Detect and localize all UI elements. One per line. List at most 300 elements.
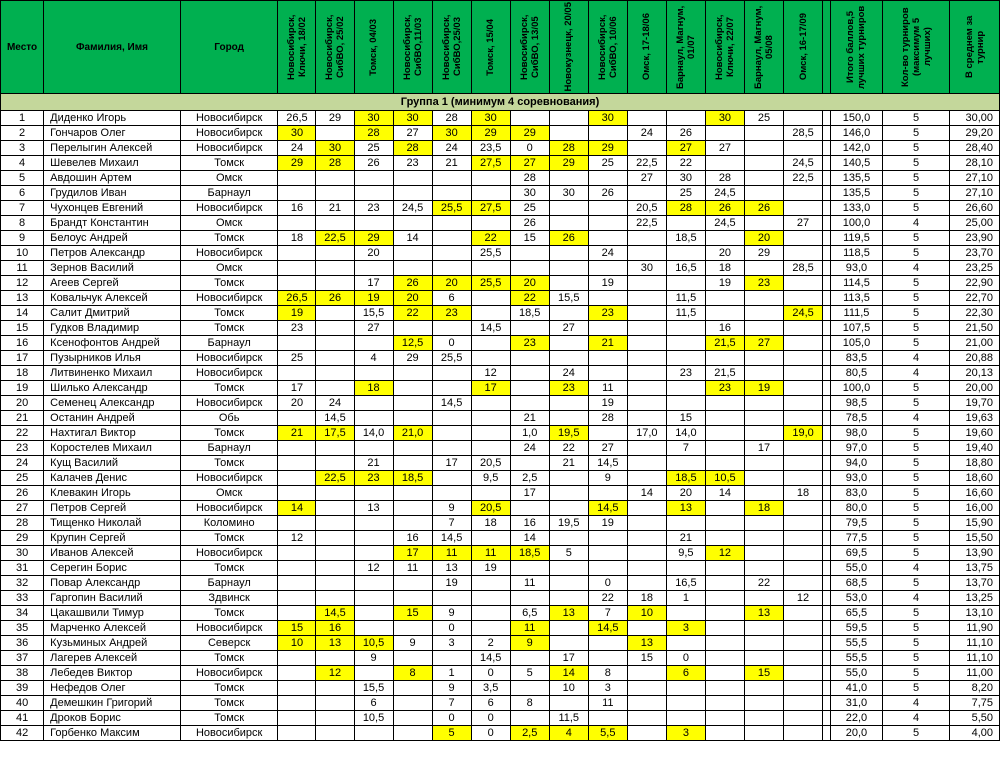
place-cell[interactable]: 16 bbox=[1, 336, 44, 351]
score-cell[interactable]: 24 bbox=[278, 141, 316, 156]
score-cell[interactable] bbox=[393, 486, 432, 501]
player-name-cell[interactable]: Шилько Александр bbox=[44, 381, 181, 396]
city-cell[interactable]: Здвинск bbox=[180, 591, 278, 606]
score-cell[interactable] bbox=[393, 186, 432, 201]
score-cell[interactable] bbox=[627, 666, 666, 681]
score-cell[interactable]: 28 bbox=[549, 141, 588, 156]
score-cell[interactable]: 27,5 bbox=[471, 156, 510, 171]
count-cell[interactable]: 5 bbox=[882, 306, 950, 321]
score-cell[interactable]: 14 bbox=[393, 231, 432, 246]
player-name-cell[interactable]: Белоус Андрей bbox=[44, 231, 181, 246]
score-cell[interactable] bbox=[510, 711, 549, 726]
score-cell[interactable]: 22 bbox=[471, 231, 510, 246]
score-cell[interactable] bbox=[432, 216, 471, 231]
score-cell[interactable]: 2 bbox=[471, 636, 510, 651]
score-cell[interactable]: 27 bbox=[666, 141, 705, 156]
score-cell[interactable] bbox=[510, 456, 549, 471]
score-cell[interactable]: 30 bbox=[278, 126, 316, 141]
score-cell[interactable]: 28,5 bbox=[784, 261, 823, 276]
average-cell[interactable]: 21,50 bbox=[950, 321, 1000, 336]
score-cell[interactable]: 18 bbox=[744, 501, 783, 516]
score-cell[interactable]: 10,5 bbox=[354, 636, 393, 651]
score-cell[interactable] bbox=[316, 306, 354, 321]
score-cell[interactable]: 28 bbox=[354, 126, 393, 141]
score-cell[interactable] bbox=[744, 486, 783, 501]
score-cell[interactable]: 1,0 bbox=[510, 426, 549, 441]
score-cell[interactable] bbox=[354, 531, 393, 546]
count-cell[interactable]: 5 bbox=[882, 126, 950, 141]
score-cell[interactable] bbox=[432, 186, 471, 201]
score-cell[interactable] bbox=[627, 141, 666, 156]
city-cell[interactable]: Барнаул bbox=[180, 576, 278, 591]
player-name-cell[interactable]: Петров Александр bbox=[44, 246, 181, 261]
header-tournament-3[interactable]: Томск, 04/03 bbox=[354, 1, 393, 94]
header-count[interactable]: Кол-во турниров (максимум 5 лучших) bbox=[882, 1, 950, 94]
score-cell[interactable] bbox=[354, 546, 393, 561]
score-cell[interactable] bbox=[744, 516, 783, 531]
score-cell[interactable]: 22,5 bbox=[316, 471, 354, 486]
score-cell[interactable] bbox=[316, 726, 354, 741]
score-cell[interactable] bbox=[393, 366, 432, 381]
score-cell[interactable] bbox=[705, 651, 744, 666]
score-cell[interactable] bbox=[784, 231, 823, 246]
count-cell[interactable]: 4 bbox=[882, 261, 950, 276]
score-cell[interactable] bbox=[784, 621, 823, 636]
score-cell[interactable] bbox=[354, 396, 393, 411]
score-cell[interactable]: 14,5 bbox=[471, 651, 510, 666]
count-cell[interactable]: 5 bbox=[882, 396, 950, 411]
score-cell[interactable] bbox=[393, 651, 432, 666]
city-cell[interactable]: Новосибирск bbox=[180, 621, 278, 636]
player-name-cell[interactable]: Кузьминых Андрей bbox=[44, 636, 181, 651]
place-cell[interactable]: 9 bbox=[1, 231, 44, 246]
score-cell[interactable] bbox=[471, 411, 510, 426]
score-cell[interactable] bbox=[549, 126, 588, 141]
score-cell[interactable]: 25 bbox=[354, 141, 393, 156]
total-cell[interactable]: 83,0 bbox=[831, 486, 882, 501]
score-cell[interactable] bbox=[666, 351, 705, 366]
place-cell[interactable]: 35 bbox=[1, 621, 44, 636]
score-cell[interactable]: 11,5 bbox=[549, 711, 588, 726]
place-cell[interactable]: 25 bbox=[1, 471, 44, 486]
score-cell[interactable] bbox=[744, 711, 783, 726]
score-cell[interactable] bbox=[393, 321, 432, 336]
total-cell[interactable]: 107,5 bbox=[831, 321, 882, 336]
score-cell[interactable] bbox=[588, 366, 627, 381]
average-cell[interactable]: 13,90 bbox=[950, 546, 1000, 561]
score-cell[interactable] bbox=[784, 396, 823, 411]
score-cell[interactable]: 25 bbox=[744, 111, 783, 126]
score-cell[interactable]: 23 bbox=[510, 336, 549, 351]
score-cell[interactable]: 0 bbox=[432, 336, 471, 351]
city-cell[interactable]: Томск bbox=[180, 561, 278, 576]
score-cell[interactable] bbox=[393, 411, 432, 426]
score-cell[interactable]: 10,5 bbox=[705, 471, 744, 486]
place-cell[interactable]: 1 bbox=[1, 111, 44, 126]
average-cell[interactable]: 27,10 bbox=[950, 171, 1000, 186]
score-cell[interactable] bbox=[784, 501, 823, 516]
score-cell[interactable] bbox=[784, 651, 823, 666]
score-cell[interactable]: 0 bbox=[471, 726, 510, 741]
count-cell[interactable]: 4 bbox=[882, 711, 950, 726]
score-cell[interactable] bbox=[784, 246, 823, 261]
score-cell[interactable] bbox=[744, 651, 783, 666]
score-cell[interactable] bbox=[278, 411, 316, 426]
score-cell[interactable] bbox=[784, 336, 823, 351]
score-cell[interactable] bbox=[471, 291, 510, 306]
score-cell[interactable] bbox=[705, 621, 744, 636]
score-cell[interactable] bbox=[549, 576, 588, 591]
score-cell[interactable] bbox=[393, 681, 432, 696]
player-name-cell[interactable]: Гончаров Олег bbox=[44, 126, 181, 141]
score-cell[interactable] bbox=[471, 441, 510, 456]
score-cell[interactable]: 3 bbox=[432, 636, 471, 651]
score-cell[interactable] bbox=[705, 591, 744, 606]
score-cell[interactable] bbox=[316, 696, 354, 711]
city-cell[interactable]: Новосибирск bbox=[180, 141, 278, 156]
score-cell[interactable] bbox=[432, 381, 471, 396]
score-cell[interactable] bbox=[393, 516, 432, 531]
city-cell[interactable]: Новосибирск bbox=[180, 546, 278, 561]
score-cell[interactable]: 27 bbox=[588, 441, 627, 456]
score-cell[interactable]: 11 bbox=[432, 546, 471, 561]
score-cell[interactable] bbox=[432, 411, 471, 426]
score-cell[interactable]: 26 bbox=[510, 216, 549, 231]
score-cell[interactable]: 24,5 bbox=[393, 201, 432, 216]
total-cell[interactable]: 119,5 bbox=[831, 231, 882, 246]
average-cell[interactable]: 25,00 bbox=[950, 216, 1000, 231]
score-cell[interactable]: 26 bbox=[354, 156, 393, 171]
score-cell[interactable] bbox=[510, 591, 549, 606]
score-cell[interactable]: 9 bbox=[510, 636, 549, 651]
place-cell[interactable]: 42 bbox=[1, 726, 44, 741]
score-cell[interactable]: 3 bbox=[588, 681, 627, 696]
score-cell[interactable]: 1 bbox=[432, 666, 471, 681]
total-cell[interactable]: 80,0 bbox=[831, 501, 882, 516]
score-cell[interactable]: 15,5 bbox=[354, 306, 393, 321]
score-cell[interactable] bbox=[278, 726, 316, 741]
score-cell[interactable]: 29 bbox=[393, 351, 432, 366]
score-cell[interactable]: 22 bbox=[666, 156, 705, 171]
score-cell[interactable] bbox=[549, 471, 588, 486]
count-cell[interactable]: 5 bbox=[882, 531, 950, 546]
score-cell[interactable] bbox=[278, 261, 316, 276]
place-cell[interactable]: 11 bbox=[1, 261, 44, 276]
total-cell[interactable]: 22,0 bbox=[831, 711, 882, 726]
count-cell[interactable]: 5 bbox=[882, 501, 950, 516]
city-cell[interactable]: Новосибирск bbox=[180, 471, 278, 486]
score-cell[interactable]: 9 bbox=[432, 681, 471, 696]
score-cell[interactable] bbox=[549, 351, 588, 366]
score-cell[interactable]: 2,5 bbox=[510, 726, 549, 741]
player-name-cell[interactable]: Пузырников Илья bbox=[44, 351, 181, 366]
place-cell[interactable]: 8 bbox=[1, 216, 44, 231]
score-cell[interactable] bbox=[744, 546, 783, 561]
score-cell[interactable]: 28 bbox=[432, 111, 471, 126]
score-cell[interactable] bbox=[744, 291, 783, 306]
score-cell[interactable] bbox=[393, 576, 432, 591]
place-cell[interactable]: 23 bbox=[1, 441, 44, 456]
place-cell[interactable]: 7 bbox=[1, 201, 44, 216]
score-cell[interactable] bbox=[471, 606, 510, 621]
score-cell[interactable]: 22,5 bbox=[784, 171, 823, 186]
score-cell[interactable] bbox=[432, 231, 471, 246]
player-name-cell[interactable]: Перелыгин Алексей bbox=[44, 141, 181, 156]
place-cell[interactable]: 36 bbox=[1, 636, 44, 651]
score-cell[interactable] bbox=[705, 576, 744, 591]
score-cell[interactable]: 14 bbox=[627, 486, 666, 501]
city-cell[interactable]: Омск bbox=[180, 216, 278, 231]
score-cell[interactable] bbox=[627, 186, 666, 201]
score-cell[interactable]: 30 bbox=[666, 171, 705, 186]
average-cell[interactable]: 28,10 bbox=[950, 156, 1000, 171]
score-cell[interactable] bbox=[316, 486, 354, 501]
score-cell[interactable] bbox=[784, 696, 823, 711]
score-cell[interactable] bbox=[784, 201, 823, 216]
score-cell[interactable] bbox=[705, 351, 744, 366]
player-name-cell[interactable]: Ковальчук Алексей bbox=[44, 291, 181, 306]
average-cell[interactable]: 11,10 bbox=[950, 636, 1000, 651]
average-cell[interactable]: 18,80 bbox=[950, 456, 1000, 471]
score-cell[interactable] bbox=[393, 246, 432, 261]
score-cell[interactable] bbox=[354, 186, 393, 201]
score-cell[interactable]: 25 bbox=[278, 351, 316, 366]
average-cell[interactable]: 15,50 bbox=[950, 531, 1000, 546]
score-cell[interactable]: 9 bbox=[432, 606, 471, 621]
average-cell[interactable]: 19,60 bbox=[950, 426, 1000, 441]
score-cell[interactable]: 16 bbox=[705, 321, 744, 336]
score-cell[interactable]: 20 bbox=[278, 396, 316, 411]
score-cell[interactable]: 20 bbox=[510, 276, 549, 291]
average-cell[interactable]: 13,10 bbox=[950, 606, 1000, 621]
score-cell[interactable] bbox=[354, 411, 393, 426]
score-cell[interactable] bbox=[354, 591, 393, 606]
total-cell[interactable]: 83,5 bbox=[831, 351, 882, 366]
total-cell[interactable]: 53,0 bbox=[831, 591, 882, 606]
score-cell[interactable] bbox=[744, 321, 783, 336]
total-cell[interactable]: 100,0 bbox=[831, 216, 882, 231]
score-cell[interactable] bbox=[666, 561, 705, 576]
score-cell[interactable] bbox=[393, 696, 432, 711]
city-cell[interactable]: Томск bbox=[180, 156, 278, 171]
score-cell[interactable] bbox=[393, 456, 432, 471]
score-cell[interactable]: 20 bbox=[432, 276, 471, 291]
score-cell[interactable]: 30 bbox=[432, 126, 471, 141]
score-cell[interactable] bbox=[784, 531, 823, 546]
score-cell[interactable]: 18 bbox=[705, 261, 744, 276]
total-cell[interactable]: 105,0 bbox=[831, 336, 882, 351]
score-cell[interactable]: 29 bbox=[510, 126, 549, 141]
score-cell[interactable] bbox=[784, 471, 823, 486]
score-cell[interactable] bbox=[549, 111, 588, 126]
score-cell[interactable] bbox=[432, 651, 471, 666]
place-cell[interactable]: 2 bbox=[1, 126, 44, 141]
city-cell[interactable]: Томск bbox=[180, 231, 278, 246]
header-average[interactable]: В среднем за турнир bbox=[950, 1, 1000, 94]
score-cell[interactable] bbox=[278, 336, 316, 351]
score-cell[interactable]: 10 bbox=[278, 636, 316, 651]
score-cell[interactable]: 7 bbox=[588, 606, 627, 621]
score-cell[interactable]: 4 bbox=[354, 351, 393, 366]
score-cell[interactable]: 16,5 bbox=[666, 576, 705, 591]
score-cell[interactable]: 21 bbox=[316, 201, 354, 216]
score-cell[interactable] bbox=[744, 156, 783, 171]
score-cell[interactable] bbox=[471, 336, 510, 351]
header-tournament-12[interactable]: Новосибирск, Ключи, 22/07 bbox=[705, 1, 744, 94]
score-cell[interactable]: 19 bbox=[705, 276, 744, 291]
score-cell[interactable] bbox=[666, 606, 705, 621]
place-cell[interactable]: 24 bbox=[1, 456, 44, 471]
score-cell[interactable] bbox=[471, 591, 510, 606]
score-cell[interactable]: 29 bbox=[471, 126, 510, 141]
score-cell[interactable] bbox=[278, 171, 316, 186]
score-cell[interactable] bbox=[588, 351, 627, 366]
score-cell[interactable]: 17 bbox=[510, 486, 549, 501]
score-cell[interactable] bbox=[316, 651, 354, 666]
score-cell[interactable]: 23 bbox=[432, 306, 471, 321]
score-cell[interactable]: 23 bbox=[705, 381, 744, 396]
score-cell[interactable]: 6 bbox=[354, 696, 393, 711]
score-cell[interactable] bbox=[549, 621, 588, 636]
score-cell[interactable] bbox=[471, 306, 510, 321]
score-cell[interactable]: 27 bbox=[627, 171, 666, 186]
score-cell[interactable] bbox=[744, 126, 783, 141]
score-cell[interactable]: 27 bbox=[393, 126, 432, 141]
score-cell[interactable] bbox=[316, 531, 354, 546]
score-cell[interactable] bbox=[705, 516, 744, 531]
count-cell[interactable]: 5 bbox=[882, 426, 950, 441]
score-cell[interactable] bbox=[549, 591, 588, 606]
total-cell[interactable]: 98,5 bbox=[831, 396, 882, 411]
score-cell[interactable]: 0 bbox=[432, 621, 471, 636]
count-cell[interactable]: 5 bbox=[882, 441, 950, 456]
score-cell[interactable] bbox=[627, 546, 666, 561]
city-cell[interactable]: Томск bbox=[180, 606, 278, 621]
score-cell[interactable]: 13 bbox=[354, 501, 393, 516]
score-cell[interactable] bbox=[627, 681, 666, 696]
score-cell[interactable]: 30 bbox=[510, 186, 549, 201]
average-cell[interactable]: 29,20 bbox=[950, 126, 1000, 141]
count-cell[interactable]: 4 bbox=[882, 351, 950, 366]
score-cell[interactable]: 18 bbox=[278, 231, 316, 246]
count-cell[interactable]: 5 bbox=[882, 681, 950, 696]
city-cell[interactable]: Омск bbox=[180, 486, 278, 501]
score-cell[interactable]: 24 bbox=[316, 396, 354, 411]
score-cell[interactable] bbox=[627, 231, 666, 246]
score-cell[interactable] bbox=[278, 606, 316, 621]
score-cell[interactable] bbox=[588, 126, 627, 141]
total-cell[interactable]: 97,0 bbox=[831, 441, 882, 456]
score-cell[interactable] bbox=[744, 426, 783, 441]
score-cell[interactable] bbox=[784, 321, 823, 336]
score-cell[interactable] bbox=[278, 651, 316, 666]
city-cell[interactable]: Коломино bbox=[180, 516, 278, 531]
player-name-cell[interactable]: Калачев Денис bbox=[44, 471, 181, 486]
score-cell[interactable]: 9 bbox=[588, 471, 627, 486]
score-cell[interactable] bbox=[666, 216, 705, 231]
score-cell[interactable] bbox=[316, 546, 354, 561]
score-cell[interactable] bbox=[784, 606, 823, 621]
score-cell[interactable]: 21 bbox=[510, 411, 549, 426]
score-cell[interactable]: 0 bbox=[432, 711, 471, 726]
place-cell[interactable]: 10 bbox=[1, 246, 44, 261]
score-cell[interactable]: 13 bbox=[744, 606, 783, 621]
score-cell[interactable]: 23 bbox=[354, 471, 393, 486]
score-cell[interactable]: 19 bbox=[354, 291, 393, 306]
score-cell[interactable] bbox=[549, 201, 588, 216]
score-cell[interactable]: 17 bbox=[432, 456, 471, 471]
score-cell[interactable] bbox=[705, 156, 744, 171]
score-cell[interactable]: 0 bbox=[666, 651, 705, 666]
score-cell[interactable] bbox=[627, 501, 666, 516]
score-cell[interactable] bbox=[627, 321, 666, 336]
score-cell[interactable]: 19 bbox=[588, 396, 627, 411]
score-cell[interactable] bbox=[549, 486, 588, 501]
score-cell[interactable]: 23 bbox=[354, 201, 393, 216]
place-cell[interactable]: 19 bbox=[1, 381, 44, 396]
average-cell[interactable]: 23,25 bbox=[950, 261, 1000, 276]
score-cell[interactable]: 30 bbox=[588, 111, 627, 126]
score-cell[interactable] bbox=[549, 636, 588, 651]
score-cell[interactable] bbox=[393, 441, 432, 456]
city-cell[interactable]: Томск bbox=[180, 276, 278, 291]
score-cell[interactable]: 21 bbox=[432, 156, 471, 171]
score-cell[interactable]: 5 bbox=[432, 726, 471, 741]
score-cell[interactable] bbox=[316, 711, 354, 726]
score-cell[interactable]: 19,5 bbox=[549, 516, 588, 531]
score-cell[interactable] bbox=[471, 171, 510, 186]
average-cell[interactable]: 22,70 bbox=[950, 291, 1000, 306]
score-cell[interactable] bbox=[627, 441, 666, 456]
score-cell[interactable]: 7 bbox=[432, 516, 471, 531]
score-cell[interactable]: 26 bbox=[666, 126, 705, 141]
score-cell[interactable]: 0 bbox=[471, 711, 510, 726]
place-cell[interactable]: 4 bbox=[1, 156, 44, 171]
score-cell[interactable] bbox=[316, 186, 354, 201]
score-cell[interactable]: 29 bbox=[744, 246, 783, 261]
score-cell[interactable]: 28 bbox=[666, 201, 705, 216]
header-tournament-2[interactable]: Новосибирск, СибВО, 25/02 bbox=[316, 1, 354, 94]
score-cell[interactable]: 14,5 bbox=[432, 531, 471, 546]
score-cell[interactable]: 17,0 bbox=[627, 426, 666, 441]
score-cell[interactable] bbox=[666, 246, 705, 261]
score-cell[interactable] bbox=[744, 306, 783, 321]
score-cell[interactable]: 13 bbox=[627, 636, 666, 651]
place-cell[interactable]: 29 bbox=[1, 531, 44, 546]
average-cell[interactable]: 26,60 bbox=[950, 201, 1000, 216]
score-cell[interactable]: 6 bbox=[471, 696, 510, 711]
score-cell[interactable] bbox=[432, 441, 471, 456]
count-cell[interactable]: 5 bbox=[882, 546, 950, 561]
average-cell[interactable]: 23,90 bbox=[950, 231, 1000, 246]
score-cell[interactable]: 14,5 bbox=[588, 456, 627, 471]
average-cell[interactable]: 13,70 bbox=[950, 576, 1000, 591]
total-cell[interactable]: 93,0 bbox=[831, 471, 882, 486]
average-cell[interactable]: 20,88 bbox=[950, 351, 1000, 366]
score-cell[interactable]: 18 bbox=[784, 486, 823, 501]
score-cell[interactable]: 15 bbox=[510, 231, 549, 246]
total-cell[interactable]: 135,5 bbox=[831, 171, 882, 186]
score-cell[interactable]: 30 bbox=[316, 141, 354, 156]
average-cell[interactable]: 20,13 bbox=[950, 366, 1000, 381]
city-cell[interactable]: Томск bbox=[180, 711, 278, 726]
group-title[interactable]: Группа 1 (минимум 4 соревнования) bbox=[1, 94, 1000, 111]
score-cell[interactable]: 28 bbox=[510, 171, 549, 186]
score-cell[interactable]: 28 bbox=[316, 156, 354, 171]
score-cell[interactable] bbox=[471, 396, 510, 411]
score-cell[interactable]: 12 bbox=[316, 666, 354, 681]
score-cell[interactable]: 19,0 bbox=[784, 426, 823, 441]
